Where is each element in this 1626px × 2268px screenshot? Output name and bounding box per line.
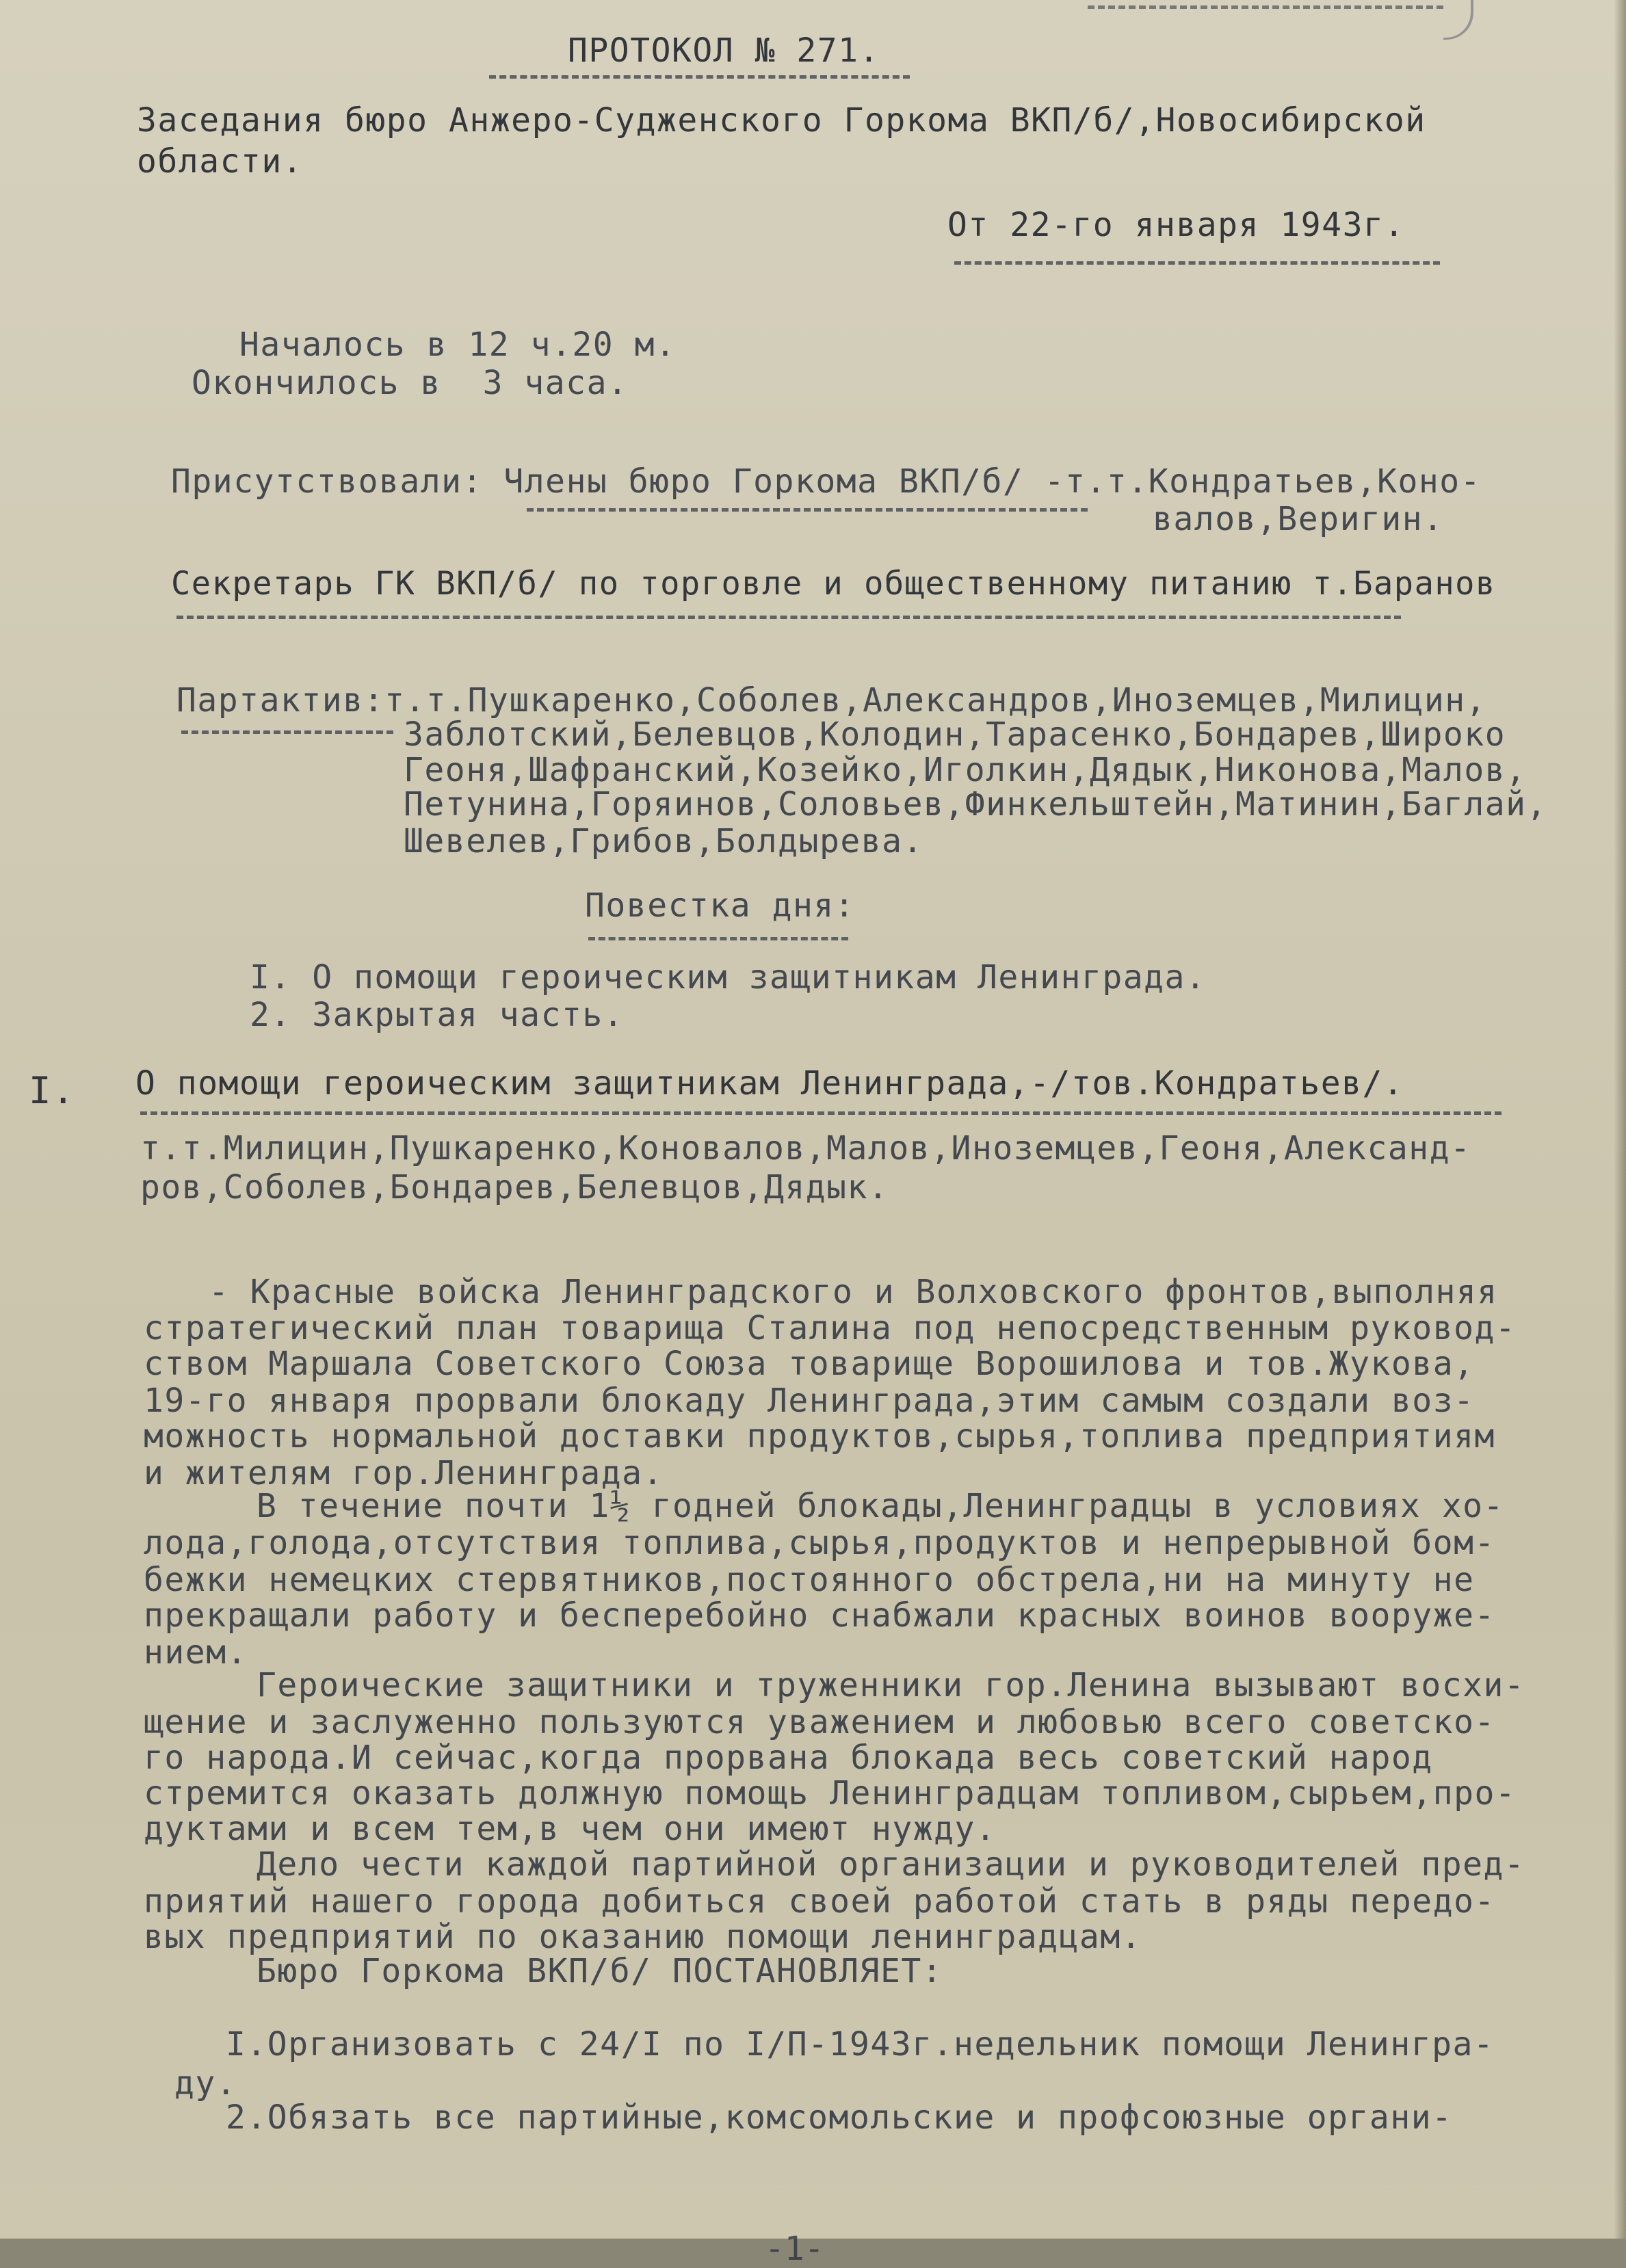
start-time: Началось в 12 ч.20 м.: [239, 326, 677, 364]
body-line: 19-го января прорвали блокаду Ленинграда,этим самым создали воз-: [144, 1382, 1475, 1420]
resolution-line: ду.: [174, 2064, 237, 2102]
subtitle-line: Заседания бюро Анжеро-Судженского Горкома ВКП/б/,Новосибирской: [137, 101, 1426, 140]
partaktiv-line: Заблотский,Белевцов,Колодин,Тарасенко,Бондарев,Широко: [404, 715, 1506, 754]
body-line: Дело чести каждой партийной организации и руководителей пред-: [257, 1845, 1525, 1884]
body-line: щение и заслуженно пользуются уважением и любовью всего советско-: [144, 1703, 1495, 1741]
body-line: нием.: [144, 1633, 248, 1672]
body-line: приятий нашего города добиться своей работой стать в ряды передо-: [144, 1882, 1495, 1921]
partaktiv-line: Геоня,Шафранский,Козейко,Иголкин,Дядык,Никонова,Малов,: [404, 751, 1527, 789]
partaktiv-line: Петунина,Горяинов,Соловьев,Финкельштейн,Матинин,Баглай,: [404, 785, 1547, 823]
end-time: Окончилось в 3 часа.: [192, 364, 629, 402]
section-heading: О помощи героическим защитникам Ленинграда,-/тов.Кондратьев/.: [135, 1064, 1404, 1103]
body-line: и жителям гор.Ленинграда.: [144, 1454, 664, 1492]
body-line: стратегический план товарища Сталина под непосредственным руковод-: [144, 1309, 1517, 1347]
section-heading-underline: [140, 1111, 1502, 1115]
body-line: вых предприятий по оказанию помощи ленинградцам.: [144, 1918, 1142, 1956]
body-line: можность нормальной доставки продуктов,сырья,топлива предприятиям: [144, 1417, 1495, 1455]
body-line: - Красные войска Ленинградского и Волховского фронтов,выполняя: [209, 1273, 1498, 1311]
body-line: ством Маршала Советского Союза товарище Ворошилова и тов.Жукова,: [144, 1345, 1475, 1383]
present-line: Присутствовали: Члены бюро Горкома ВКП/б/ -т.т.Кондратьев,Коно-: [171, 462, 1482, 501]
agenda-item: 2. Закрытая часть.: [250, 996, 625, 1034]
body-line: прекращали работу и бесперебойно снабжали красных воинов вооруже-: [144, 1596, 1495, 1635]
body-line: дуктами и всем тем,в чем они имеют нужду.: [144, 1810, 997, 1848]
protocol-title: ПРОТОКОЛ № 271.: [568, 31, 880, 70]
pen-mark: [1443, 0, 1473, 40]
agenda-item: I. О помощи героическим защитникам Ленинграда.: [250, 958, 1207, 997]
agenda-underline: [588, 937, 848, 940]
body-line: Героические защитники и труженники гор.Ленина вызывают восхи-: [257, 1666, 1525, 1704]
body-line: лода,голода,отсутствия топлива,сырья,продуктов и непрерывной бом-: [144, 1524, 1495, 1562]
resolution-line: I.Организовать с 24/I по I/П-1943г.недельник помощи Ленингра-: [226, 2025, 1495, 2063]
partaktiv-underline: [181, 730, 393, 734]
protocol-date: От 22-го января 1943г.: [947, 206, 1405, 244]
speakers-line: т.т.Милицин,Пушкаренко,Коновалов,Малов,Иноземцев,Геоня,Александ-: [140, 1129, 1471, 1168]
page-number: -1-: [765, 2230, 824, 2268]
speakers-line: ров,Соболев,Бондарев,Белевцов,Дядык.: [140, 1168, 889, 1206]
title-underline: [489, 75, 910, 79]
present-underline: [527, 508, 1088, 512]
body-line: Бюро Горкома ВКП/б/ ПОСТАНОВЛЯЕТ:: [257, 1952, 943, 1990]
resolution-line: 2.Обязать все партийные,комсомольские и профсоюзные органи-: [226, 2098, 1453, 2137]
partaktiv-line: Шевелев,Грибов,Болдырева.: [404, 822, 923, 860]
subtitle-line: области.: [137, 142, 304, 181]
secretary-underline: [176, 616, 1401, 619]
body-line: стремится оказать должную помощь Ленинградцам топливом,сырьем,про-: [144, 1774, 1517, 1812]
body-line: го народа.И сейчас,когда прорвана блокада весь советский народ: [144, 1739, 1433, 1777]
secretary-line: Секретарь ГК ВКП/б/ по торговле и общественному питанию т.Баранов: [171, 565, 1496, 603]
section-number: I.: [29, 1069, 76, 1112]
body-line: В течение почти 1½ годней блокады,Ленинградцы в условиях хо-: [257, 1487, 1504, 1525]
top-dash-marks: [1088, 5, 1443, 9]
agenda-heading: Повестка дня:: [585, 886, 856, 925]
date-underline: [954, 261, 1440, 265]
present-line: валов,Веригин.: [1153, 500, 1444, 538]
body-line: бежки немецких стервятников,постоянного обстрела,ни на минуту не: [144, 1561, 1475, 1599]
partaktiv-line: Партактив:т.т.Пушкаренко,Соболев,Александров,Иноземцев,Милицин,: [176, 681, 1487, 720]
